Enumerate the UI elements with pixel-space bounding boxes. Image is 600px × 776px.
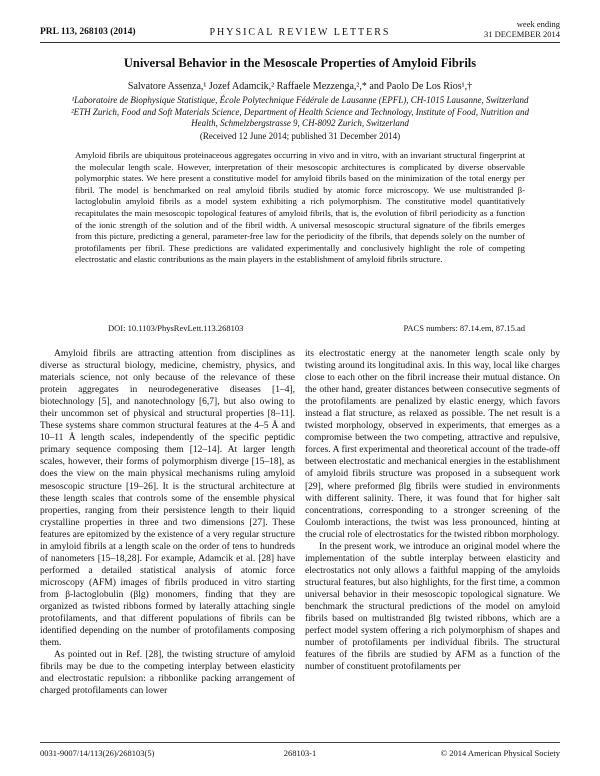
body-paragraph: its electrostatic energy at the nanometer length scale only by twisting around its longitudinal axis. In this way, local like charges close to each other on the fibril increase their mutual distance. On the other hand, greater distances between consecutive segments of the protofilaments are penalized by elastic energy, which favors instead a flat structure, as relaxed as possible. The net result is a twisted morphology, observed in experiments, that emerges as a compromise between the two competing, attractive and repulsive, forces. A first experimental and theoretical account of the trade-off between electrostatic and mechanical energies in the establishment of amyloid fibrils structure was proposed in a subsequent work [29], where preformed βlg fibrils were studied in environments with different salinity. There, it was found that for higher salt concentrations, corresponding to a stronger screening of the Coulomb interactions, the twist was less pronounced, hinting at the crucial role of electrostatics for the twisted ribbon morphology. — [305, 349, 560, 540]
body-column-right — [305, 348, 560, 673]
pacs-numbers: PACS numbers: 87.14.em, 87.15.ad — [403, 323, 525, 333]
paper-title: Universal Behavior in the Mesoscale Properties of Amyloid Fibrils — [123, 56, 477, 70]
issn-code: 0031-9007/14/113(26)/268103(5) — [40, 748, 155, 758]
page-number: 268103-1 — [283, 748, 317, 758]
affiliation-1: ¹Laboratoire de Biophysique Statistique, École Polytechnique Fédérale de Lausanne (EPFL), CH-1015 Lausanne, Switzerland — [71, 95, 529, 105]
abstract: Amyloid fibrils are ubiquitous proteinaceous aggregates occurring in vivo and in vitro, with an invariant structural fingerprint at the molecular length scale. However, interpretation of their mesoscopic architectures is complicated by diverse observable polymorphic states. We here present a constitutive model for amyloid fibrils based on the minimization of the total energy per fibril. The model is benchmarked on real amyloid fibrils studied by atomic force microscopy. We use multistranded β-lactoglobulin amyloid fibrils as a model system exhibiting a rich polymorphism. The constitutive model quantitatively recapitulates the main mesoscopic topological features of amyloid fibrils, that is, the evolution of fibril periodicity as a function of the ionic strength of the solution and of the fibril width. A universal mesoscopic structural signature of the fibrils emerges from this picture, predicting a general, parameter-free law for the periodicity of the fibrils, that depends solely on the number of protofilaments per fibril. These predictions are validated experimentally and conclusively highlight the role of competing electrostatic and elastic contributions as the main players in the establishment of amyloid fibrils structure. — [75, 150, 525, 265]
body-paragraph: In the present work, we introduce an original model where the implementation of the subtle interplay between elasticity and electrostatics not only allows a faithful mapping of the amyloids structural features, but also highlights, for the first time, a common universal behavior in their mesoscopic topological signature. We benchmark the structural predictions of the model on amyloid fibrils based on multistranded βlg twisted ribbons, which are a perfect model system offering a rich polymorphism of shapes and number of protofilaments per individual fibrils. The structural features of the fibrils are studied by AFM as a function of the number of constituent protofilaments per — [305, 541, 560, 673]
body-paragraph: As pointed out in Ref. [28], the twisting structure of amyloid fibrils may be due to the competing interplay between elasticity and electrostatic repulsion: a ribbonlike packing arrangement of charged protofilaments can lower — [40, 650, 295, 697]
received-dates: (Received 12 June 2014; published 31 December 2014) — [199, 131, 401, 141]
doi-link[interactable]: DOI: 10.1103/PhysRevLett.113.268103 — [108, 323, 244, 333]
header-divider — [40, 42, 560, 43]
affiliations — [60, 95, 540, 130]
copyright-notice: © 2014 American Physical Society — [440, 748, 560, 758]
issue-date — [484, 19, 560, 39]
author-list: Salvatore Assenza,¹ Jozef Adamcik,² Raffaele Mezzenga,²,* and Paolo De Los Rios¹,† — [127, 81, 473, 92]
journal-name: PHYSICAL REVIEW LETTERS — [209, 27, 391, 38]
journal-reference: PRL 113, 268103 (2014) — [40, 27, 136, 37]
week-date: 31 DECEMBER 2014 — [483, 29, 560, 39]
week-label: week ending — [516, 19, 560, 29]
body-column-left — [40, 348, 295, 697]
footer-divider — [40, 742, 560, 743]
body-paragraph: Amyloid fibrils are attracting attention from disciplines as diverse as structural biology, medicine, chemistry, physics, and materials science, not only because of the relevance of these protein aggregates in neurodegenerative diseases [1–4], biotechnology [5], and nanotechnology [6,7], but also owing to their uncommon set of physical and structural properties [8–11]. These systems share common structural features at the 4–5 Å and 10–11 Å length scales, independently of the specific peptidic primary sequence composing them [12–14]. At larger length scales, however, their forms of polymorphism diverge [15–18], as does the view on the main physical mechanisms ruling amyloid mesoscopic structure [19–26]. It is the structural architecture at these length scales that controls some of the ensemble physical properties, ranging from their persistence length to their liquid crystalline properties in three and two dimensions [27]. These features are epitomized by the existence of a very regular structure in amyloid fibrils at a length scale on the order of tens to hundreds of nanometers [15–18,28]. For example, Adamcik et al. [28] have performed a detailed statistical analysis of atomic force microscopy (AFM) images of fibrils produced in vitro starting from β-lactoglobulin (βlg) monomers, finding that they are organized as twisted ribbons formed by laterally attaching single protofilaments, and that different populations of fibrils can be identified depending on the number of protofilaments composing them. — [40, 349, 295, 649]
affiliation-2: ²ETH Zurich, Food and Soft Materials Science, Department of Health Science and Technology, Institute of Food, Nutrition and Health, Schmelzbergstrasse 9, CH-8092 Zurich, Switzerland — [70, 106, 530, 128]
